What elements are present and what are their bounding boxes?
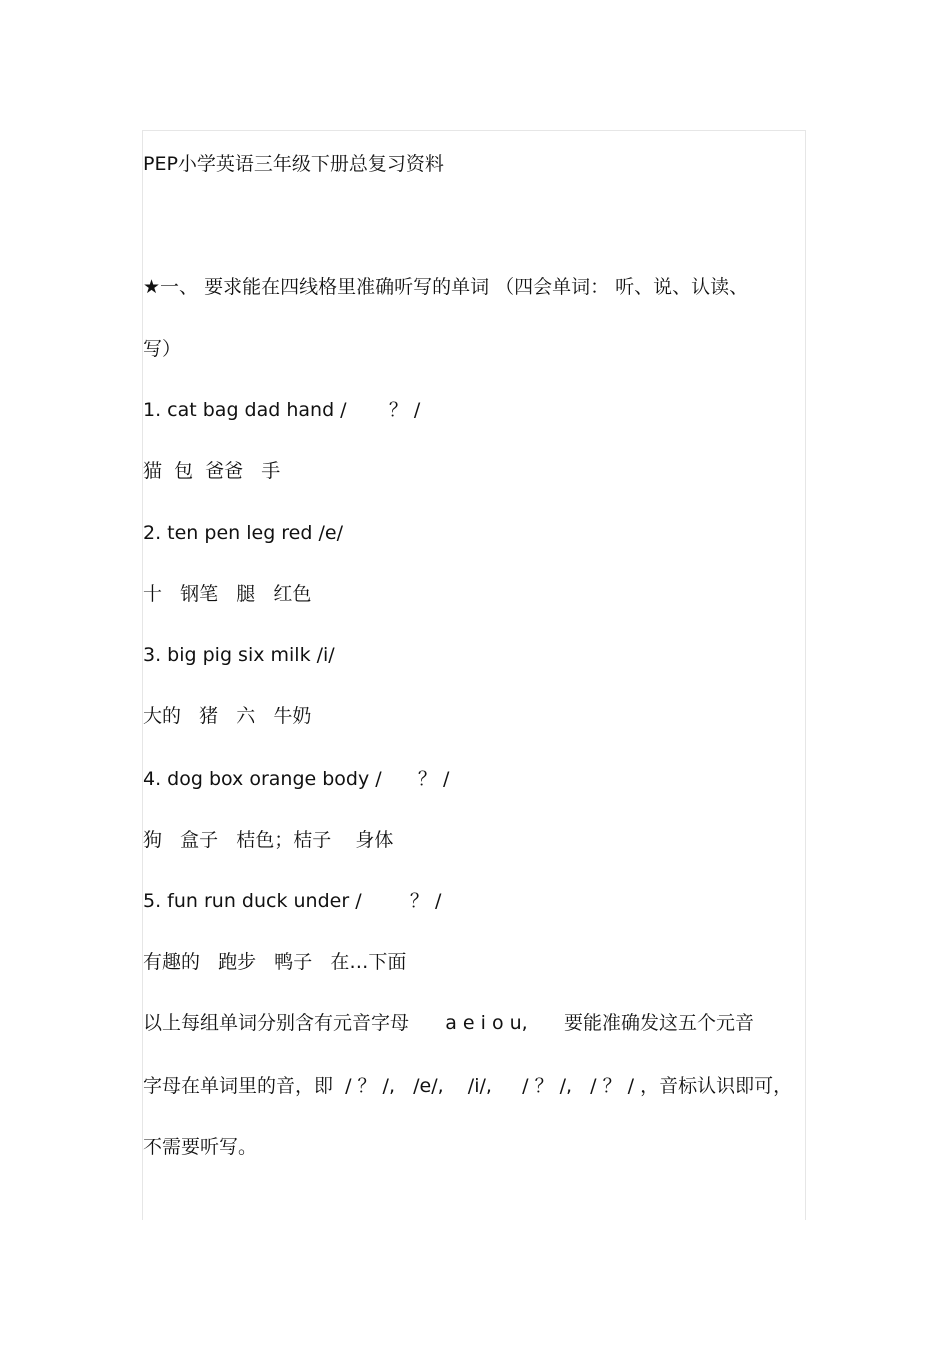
word-group-3-words: 3. big pig six milk /i/: [143, 644, 335, 666]
word-group-3-translation: 大的 猪 六 牛奶: [143, 705, 312, 727]
word-group-1-translation: 猫 包 爸爸 手: [143, 460, 281, 482]
word-group-5-translation: 有趣的 跑步 鸭子 在…下面: [143, 951, 407, 973]
word-group-4-translation: 狗 盒子 桔色；桔子 身体: [143, 829, 394, 851]
word-group-4-words: 4. dog box orange body / ？ /: [143, 768, 450, 790]
note-line-3: 不需要听写。: [143, 1136, 258, 1158]
word-group-2-translation: 十 钢笔 腿 红色: [143, 583, 312, 605]
section-heading: ★一、 要求能在四线格里准确听写的单词 （四会单词： 听、说、认读、: [143, 276, 749, 298]
document-title: PEP小学英语三年级下册总复习资料: [143, 153, 444, 175]
note-line-1: 以上每组单词分别含有元音字母 a e i o u, 要能准确发这五个元音: [143, 1012, 754, 1034]
word-group-1-words: 1. cat bag dad hand / ？ /: [143, 399, 421, 421]
word-group-5-words: 5. fun run duck under / ？ /: [143, 890, 442, 912]
word-group-2-words: 2. ten pen leg red /e/: [143, 522, 343, 544]
note-line-2: 字母在单词里的音，即 / ？ /, /e/, /i/, / ？ /, / ？ / ，音标认识即可，: [143, 1075, 793, 1097]
section-heading-continued: 写）: [143, 338, 182, 360]
